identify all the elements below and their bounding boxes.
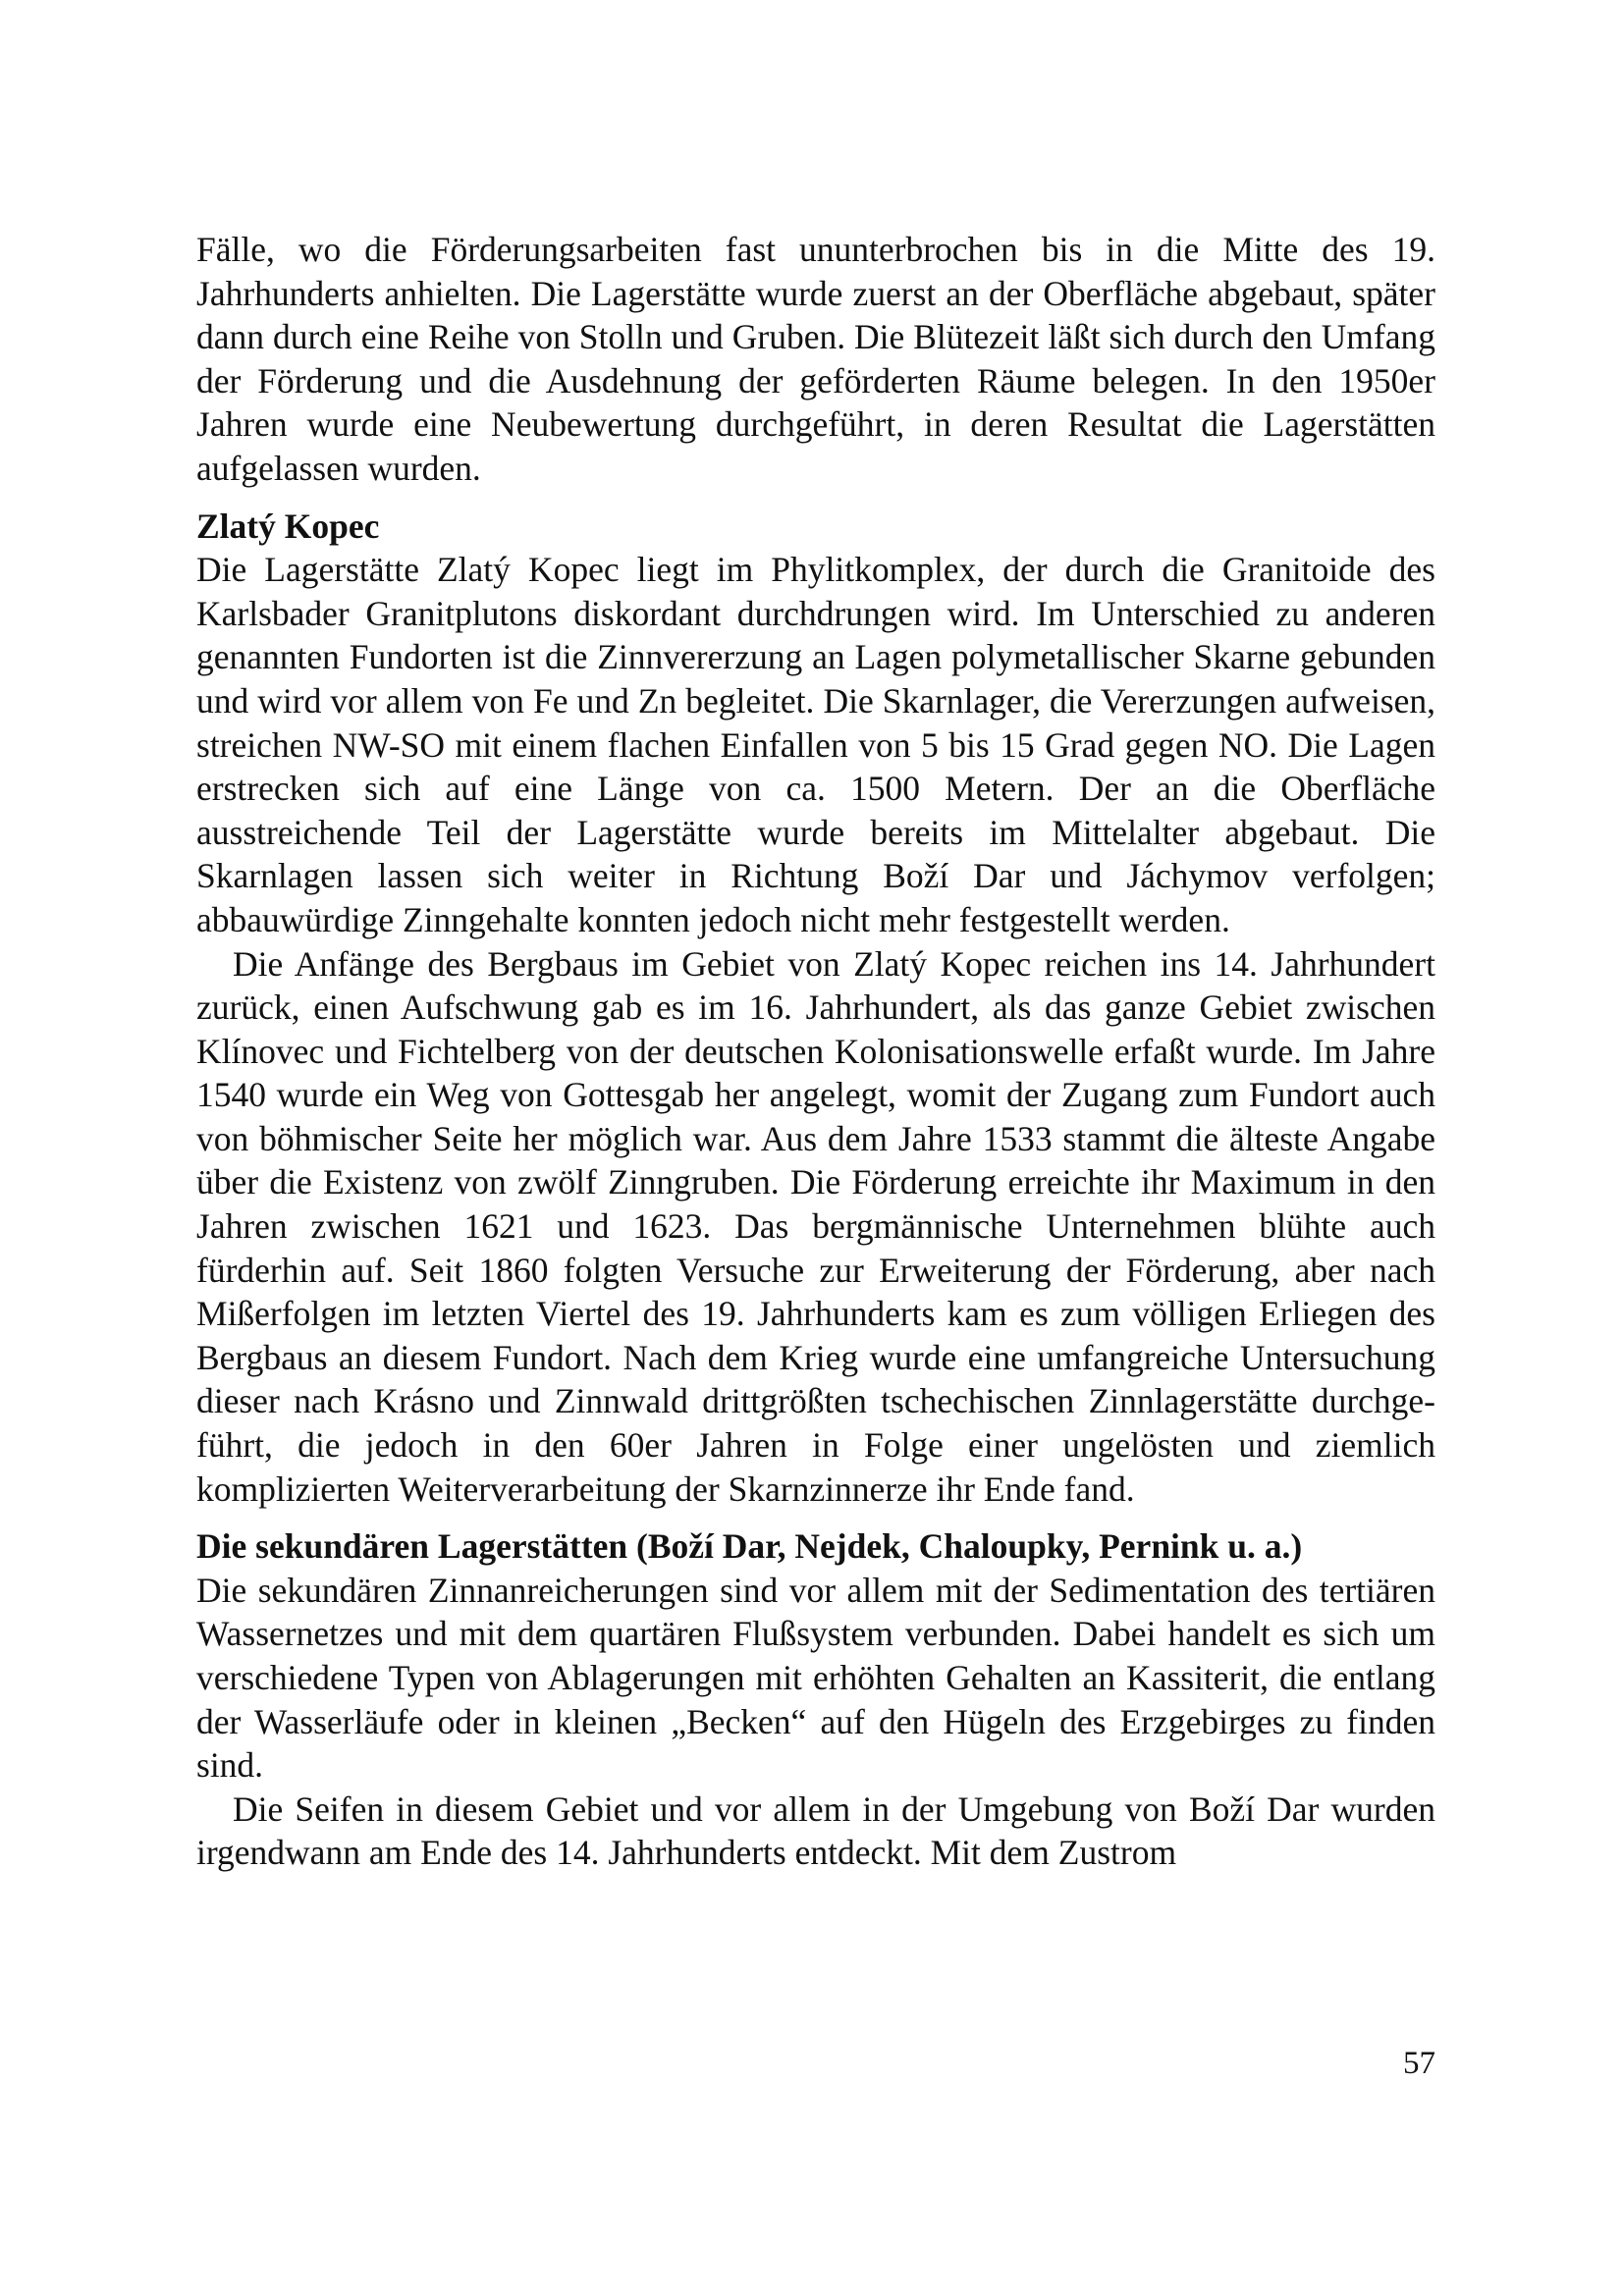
section-heading-zlaty-kopec: Zlatý Kopec — [196, 506, 380, 546]
secondary-deposits-paragraph-2: Die Seifen in diesem Gebiet und vor allem in der Umgebung von Boží Dar wurden irgendwann am Ende des 14. Jahrhunderts entdeckt. Mit dem Zustrom — [196, 1789, 1435, 1873]
page-number: 57 — [1403, 2046, 1435, 2081]
zlaty-kopec-paragraph-2: Die Anfänge des Bergbaus im Gebiet von Zlatý Kopec reichen ins 14. Jahrhundert zurück, einen Aufschwung gab es im 16. Jahrhundert, als das ganze Gebiet zwischen Klínovec und Fichtelberg von der deutschen Kolonisationswelle erfaßt wurde. Im Jahre 1540 wurde ein Weg von Gottesgab her angelegt, womit der Zugang zum Fundort auch von böhmischer Seite her möglich war. Aus dem Jahre 1533 stammt die älteste Angabe über die Existenz von zwölf Zinngruben. Die Förderung erreichte ihr Maximum in den Jahren zwischen 1621 und 1623. Das bergmännische Unternehmen blühte auch fürderhin auf. Seit 1860 folgten Versuche zur Erweiterung der Förderung, aber nach Mißerfolgen im letzten Viertel des 19. Jahrhunderts kam es zum völligen Erliegen des Bergbaus an diesem Fundort. Nach dem Krieg wurde eine umfangreiche Untersuchung dieser nach Krásno und Zinnwald drittgrößten tschechischen Zinnlagerstätte durchgeführt, die jedoch in den 60er Jahren in Folge einer ungelösten und ziemlich komplizierten Weiterverarbeitung der Skarnzinnerze ihr Ende fand. — [196, 943, 1435, 1509]
zlaty-kopec-paragraph-1: Die Lagerstätte Zlatý Kopec liegt im Phylitkomplex, der durch die Granitoide des Karlsbader Granitplutons diskordant durchdrungen wird. Im Unterschied zu anderen genannten Fundorten ist die Zinnvererzung an Lagen polymetallischer Skarne gebunden und wird vor allem von Fe und Zn begleitet. Die Skarnlager, die Vererzungen aufweisen, streichen NW-SO mit einem flachen Einfallen von 5 bis 15 Grad gegen NO. Die Lagen erstrecken sich auf eine Länge von ca. 1500 Metern. Der an die Oberfläche ausstreichende Teil der Lagerstätte wurde bereits im Mittelalter abgebaut. Die Skarnlagen lassen sich weiter in Richtung Boží Dar und Jáchymov verfolgen; abbauwürdige Zinngehalte konnten jedoch nicht mehr festgestellt werden. — [196, 550, 1435, 939]
page-body — [196, 228, 1435, 1875]
intro-paragraph: Fälle, wo die Förderungsarbeiten fast ununterbrochen bis in die Mitte des 19. Jahrhunderts anhielten. Die Lagerstätte wurde zuerst an der Oberfläche abgebaut, später dann durch eine Reihe von Stolln und Gruben. Die Blütezeit läßt sich durch den Umfang der Förderung und die Ausdehnung der geförderten Räume belegen. In den 1950er Jahren wurde eine Neubewertung durchgeführt, in deren Resultat die Lagerstätten aufgelassen wurden. — [196, 230, 1435, 488]
secondary-deposits-paragraph-1: Die sekundären Zinnanreicherungen sind vor allem mit der Sedimentation des tertiären Wassernetzes und mit dem quartären Flußsystem verbunden. Dabei handelt es sich um verschiedene Typen von Ablagerungen mit erhöhten Gehalten an Kassiterit, die entlang der Wasserläufe oder in kleinen „Becken“ auf den Hügeln des Erzgebirges zu finden sind. — [196, 1570, 1435, 1786]
section-heading-secondary-deposits: Die sekundären Lagerstätten (Boží Dar, Nejdek, Chaloupky, Pernink u. a.) — [196, 1526, 1303, 1567]
